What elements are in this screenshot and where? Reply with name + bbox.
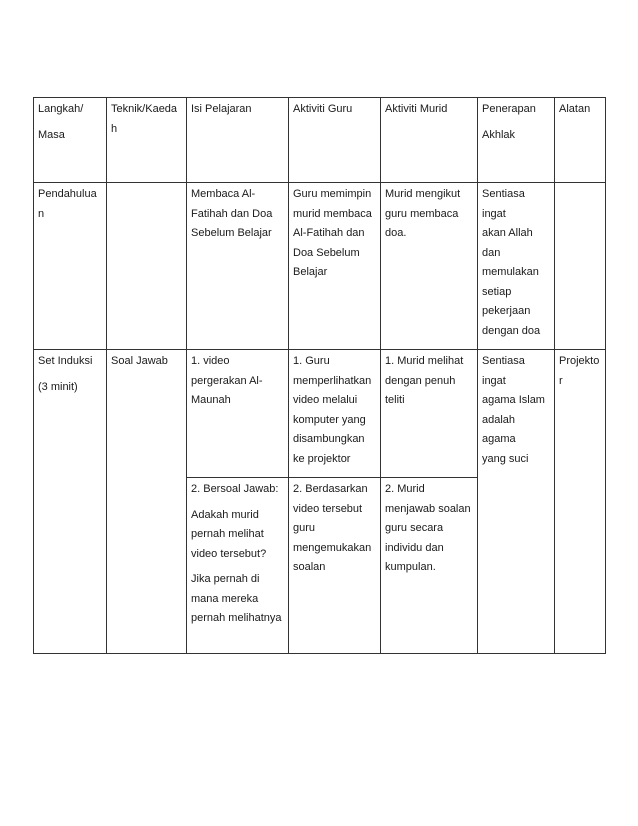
row2-penerapan: Sentiasa ingat agama Islam adalah agama yang suci (478, 350, 555, 654)
row3-isi-a: Adakah murid pernah melihat video tersebut? (191, 508, 267, 560)
header-masa: Masa (38, 128, 65, 141)
row1-isi: Membaca Al- Fatihah dan Doa Sebelum Belajar (187, 183, 289, 350)
row2-masa: (3 minit) (38, 380, 78, 393)
header-langkah-masa-cell (34, 98, 107, 183)
row1-murid: Murid mengikut guru membaca doa. (381, 183, 478, 350)
row2-teknik: Soal Jawab (107, 350, 187, 654)
header-isi: Isi Pelajaran (187, 98, 289, 183)
table-row (34, 183, 606, 350)
row3-guru: 2. Berdasarkan video tersebut guru mengemukakan soalan (289, 478, 381, 654)
row1-penerapan: Sentiasa ingat akan Allah dan memulakan setiap pekerjaan dengan doa (478, 183, 555, 350)
header-langkah: Langkah/ (38, 103, 84, 115)
row2-langkah-cell (34, 350, 107, 654)
row2-murid: 1. Murid melihat dengan penuh teliti (381, 350, 478, 478)
header-row (34, 98, 606, 183)
row1-alatan (555, 183, 606, 350)
header-aktiviti-guru: Aktiviti Guru (289, 98, 381, 183)
table-row (34, 350, 606, 478)
header-akhlak: Akhlak (482, 128, 516, 141)
lesson-plan-table (33, 97, 606, 654)
row1-guru: Guru memimpin murid membaca Al-Fatihah dan Doa Sebelum Belajar (289, 183, 381, 350)
row1-teknik (107, 183, 187, 350)
row2-isi: 1. video pergerakan Al- Maunah (187, 350, 289, 478)
header-teknik: Teknik/Kaedah (107, 98, 187, 183)
header-alatan: Alatan (555, 98, 606, 183)
header-penerapan: Penerapan (482, 103, 536, 115)
header-aktiviti-murid: Aktiviti Murid (381, 98, 478, 183)
row3-isi-cell (187, 478, 289, 654)
row3-isi-b: Jika pernah di mana mereka pernah melihatnya (191, 573, 282, 624)
header-penerapan-cell (478, 98, 555, 183)
row3-murid: 2. Murid menjawab soalan guru secara individu dan kumpulan. (381, 478, 478, 654)
row1-langkah: Pendahuluan (34, 183, 107, 350)
row3-isi-question: 2. Bersoal Jawab: (191, 483, 279, 495)
row2-langkah: Set Induksi (38, 355, 93, 367)
row2-alatan: Projektor (555, 350, 606, 654)
row2-guru: 1. Guru memperlihatkan video melalui komputer yang disambungkan ke projektor (289, 350, 381, 478)
